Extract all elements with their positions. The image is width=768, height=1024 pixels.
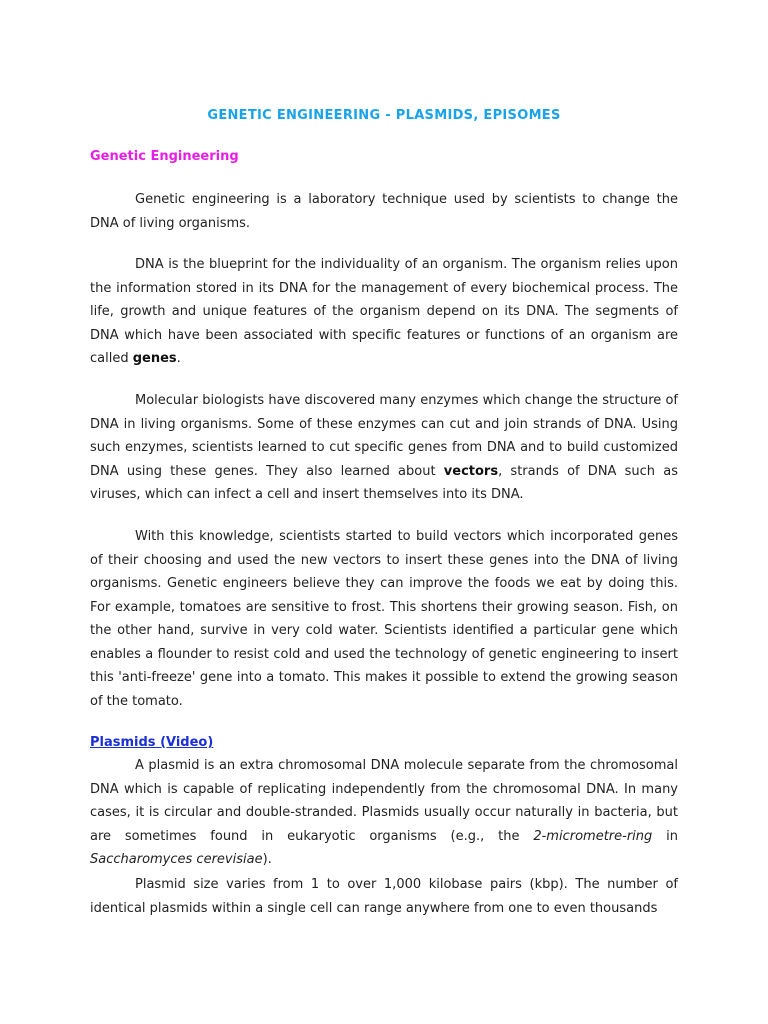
paragraph-2: DNA is the blueprint for the individuality of an organism. The organism relies upon the information stored in its DNA for the management of every biochemical process. The life, growth and unique features of the organism depend on its DNA. The segments of DNA which have been associated with specific features or functions of an organism are called genes. [90, 257, 678, 366]
term-vectors: vectors [443, 463, 499, 479]
paragraph-plasmid-2: Plasmid size varies from 1 to over 1,000 kilobase pairs (kbp). The number of identical plasmids within a single cell can range anywhere from one to even thousands [90, 877, 678, 916]
document-title: GENETIC ENGINEERING - PLASMIDS, EPISOMES [207, 108, 561, 123]
term-genes: genes [132, 351, 177, 366]
plasmids-video-link[interactable]: Plasmids (Video) [90, 735, 214, 750]
paragraph-3: Molecular biologists have discovered many enzymes which change the structure of DNA in living organisms. Some of these enzymes can cut and join strands of DNA. Using such enzymes, scientists learned to cut specific genes from DNA and to build customized DNA using these genes. They also learned about vectors, strands of DNA such as viruses, which can infect a cell and insert themselves into its DNA. [90, 393, 678, 502]
paragraph-1: Genetic engineering is a laboratory technique used by scientists to change the DNA of living organisms. [90, 192, 678, 231]
section-heading-genetic-engineering: Genetic Engineering [90, 149, 239, 164]
paragraph-plasmid-1: A plasmid is an extra chromosomal DNA molecule separate from the chromosomal DNA which is capable of replicating independently from the chromosomal DNA. In many cases, it is circular and double-stranded. Plasmids usually occur naturally in bacteria, but are sometimes found in eukaryotic organisms (e.g., the 2-micrometre-ring in Saccharomyces cerevisiae). [90, 758, 678, 867]
paragraph-4: With this knowledge, scientists started to build vectors which incorporated genes of their choosing and used the new vectors to insert these genes into the DNA of living organisms. Genetic engineers believe they can improve the foods we eat by doing this. For example, tomatoes are sensitive to frost. This shortens their growing season. Fish, on the other hand, survive in very cold water. Scientists identified a particular gene which enables a flounder to resist cold and used the technology of genetic engineering to insert this 'anti-freeze' gene into a tomato. This makes it possible to extend the growing season of the tomato. [90, 529, 678, 709]
